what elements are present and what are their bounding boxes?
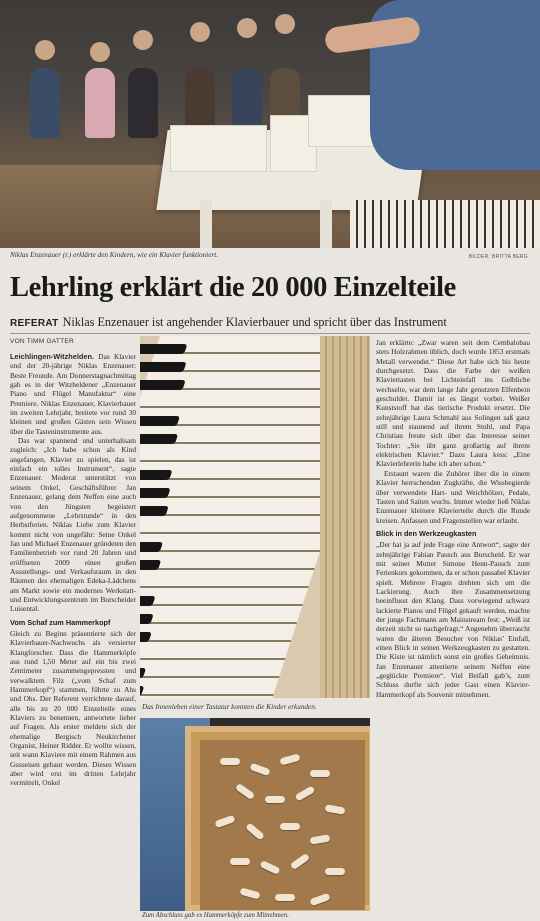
hammer-head [280, 823, 300, 830]
black-key [140, 488, 171, 498]
paragraph: Das Klavier und der 20-jährige Niklas Enzenauer: Beste Freunde. Am Donnerstagnachmittag gab es in der Witzheldener „Enzenauer Piano und Flügel Manufaktur“ eine Premiere. Niklas Enzenauer, Klavierbauer im zweiten Lehrjahr, breitete vor rund 30 kleinen und großen Gästen sein Wissen über die Tasteninstrumente aus. [10, 352, 136, 436]
black-key [140, 380, 186, 390]
paragraph: Erstaunt waren die Zuhörer über die in einem Klavier herrschenden Zugkräfte, die Wissbegierde über verwendete Hart- und Weichhölzer, Pedale, Tasten und Saiten wuchs. Immer wieder ließ Niklas Enzenauer kleinere Klavierteile durch die Runde kreisen. Anfassen und Fragenstellen war erlaubt. [376, 468, 530, 525]
hammer-head [220, 758, 240, 765]
table-leg [320, 200, 332, 248]
black-key [140, 434, 178, 444]
black-key [140, 416, 180, 426]
hammer-photo [140, 718, 370, 911]
paragraph: Das war spannend und unterhaltsam zugleich: „Ich habe schon als Kind angefangen, Klavier zu spielen, das ist einfach ein tolles Instrument“, sagte Enzenauer. Moderat unterstützt von seinem Onkel, Geschäftsführer Jan Enzenauer, gelang dem Neffen eine auch von den Jüngsten begeistert aufgenommene „Lehrstunde“ in den Herbstferien. Niklas Liebe zum Klavier kommt nicht von ungefähr: Seine Onkel Jan und Michael Enzenauer gründeten den Familienbetrieb vor rund 20 Jahren und eröffneten 2009 einen großen Ausstellungs- und Verkaufsraum in den Räumen des ehemaligen Edeka-Lädchens am Markt sowie ein modernes Werkstatt- und Entwicklungszentrum im Burscheider Luisental. [10, 436, 136, 614]
paragraph: „Der hat ja auf jede Frage eine Antwort“, sagte der zehnjährige Fabian Pausch aus Burscheid. Er war mit seiner Mutter Simone Henn-Pausch zum Ferienkurs gekommen, da er schon passabel Klavier spielt. Mehrere Fragen drehten sich um die Lackierung. Auch ihre Zusammensetzung beeinflusst den Klang. Dass vorwiegend schwarz lackierte Pianos und Flügel gekauft werden, machte der junge Fachmann am Mainstream fest: „Weiß ist derzeit nicht so nachgefragt.“ Angenehm überrascht waren die älteren Besucher von Niklas’ Einfall, einen Blick in seinen Werkzeugkasten zu gestatten. Die Kiste ist nämlich sonst ein großes Geheimnis. Jan Enzenauer attestierte seinem Neffen eine „geglückte Premiere“. Viel Beifall gab’s, zum Schluss durfte sich jeder Gast einen Klavier-Hammerkopf als Souvenir mitnehmen. [376, 540, 530, 699]
headline: Lehrling erklärt die 20 000 Einzelteile [10, 272, 456, 303]
photo-credit: BILDER: BRITTA BERG [468, 254, 528, 260]
section-heading: Vom Schaf zum Hammerkopf [10, 617, 111, 627]
black-key [140, 632, 152, 642]
child-head [90, 42, 110, 62]
child-head [275, 14, 295, 34]
black-key [140, 470, 172, 480]
dateline: Leichlingen-Witzhelden. [10, 352, 94, 361]
paragraph: Jan erklärte: „Zwar waren seit dem Cembalobau stets Holzrahmen üblich, doch wurde 1853 erstmals Metall verwendet.“ Diese Art habe sich bis heute durchgesetzt. Dass die Farbe der weißen Klaviertasten bei Lichteinfall ins Gelbliche wechselte, war dem lange Jahr genutzten Elfenbein geschuldet. Damit ist es längst vorbei. Weißer Kunststoff hat das tierische Produkt ersetzt. Die zehnjährige Laura Schmahl aus Solingen saß ganz still und staunend auf ihrem Stuhl, und Papa Christian freute sich über das Interesse seiner Tochter: „Sie übt ganz großartig auf ihrem elektrischen Klavier.“ Dazu Laura kess: „Eine Klavierlehrerin habe ich aber schon.“ [376, 338, 530, 469]
hammer-head [310, 770, 330, 777]
hammer-head [325, 868, 345, 875]
top-photo [0, 0, 540, 248]
black-key [140, 344, 187, 354]
subheadline-text: Niklas Enzenauer ist angehender Klavierbauer und spricht über das Instrument [62, 315, 447, 329]
subheadline [10, 315, 447, 330]
child-head [133, 30, 153, 50]
piano-keys [350, 200, 540, 248]
black-key [140, 596, 156, 606]
article-column-3 [376, 338, 530, 918]
child-figure [85, 68, 115, 138]
hammer-head [230, 858, 250, 865]
child-figure [128, 68, 158, 138]
child-head [190, 22, 210, 42]
black-key [140, 614, 154, 624]
hammer-photo-caption: Zum Abschluss gab es Hammerköpfe zum Mitnehmen. [142, 912, 289, 919]
child-head [35, 40, 55, 60]
hammer-head [275, 894, 295, 901]
black-key [140, 506, 169, 516]
kicker: REFERAT [10, 318, 59, 329]
top-photo-caption: Niklas Enzenauer (r.) erklärte den Kindern, wie ein Klavier funktioniert. [10, 251, 219, 259]
article-column-1 [10, 352, 136, 918]
keyboard-photo [140, 336, 370, 698]
byline: VON TIMM GATTER [10, 338, 74, 345]
black-key [140, 560, 161, 570]
table-leg [200, 200, 212, 248]
hammer-head [265, 796, 285, 803]
key-mechanism [320, 336, 370, 698]
black-key [140, 668, 146, 678]
section-heading: Blick in den Werkzeugkasten [376, 528, 477, 538]
child-figure [30, 68, 60, 138]
paragraph: Gleich zu Beginn präsentierte sich der Klavierbauer-Nachwuchs als versierter Klangforscher. Dass die Hammerköpfe aus rund 1,50 Meter auf ein bis zwei Zentimeter zusammengepressten und verwalktem Filz („vom Schaf zum Hammerkopf“) stammen, führte zu Ahs und Ohs. Der Referent verrichtete darauf, alle bis zu 20 000 Einzelteile eines Klaviers zu benennen, antwortete lieber auf Fragen. Als erster meldete sich der ehemalige Bergisch Neukirchener Organist, Heiner Ridder. Er wollte wissen, seit wann Klaviere mit einem Rahmen aus Gusseisen gebaut werden. Dieses Wissen aber wird erst im dritten Lehrjahr vermittelt, Onkel [10, 628, 136, 788]
felt-block [170, 125, 267, 172]
keyboard-photo-caption: Das Innenleben einer Tastatur konnten die Kinder erkunden. [142, 703, 317, 711]
black-key [140, 362, 187, 372]
black-key [140, 542, 163, 552]
divider [10, 333, 530, 334]
child-head [237, 18, 257, 38]
